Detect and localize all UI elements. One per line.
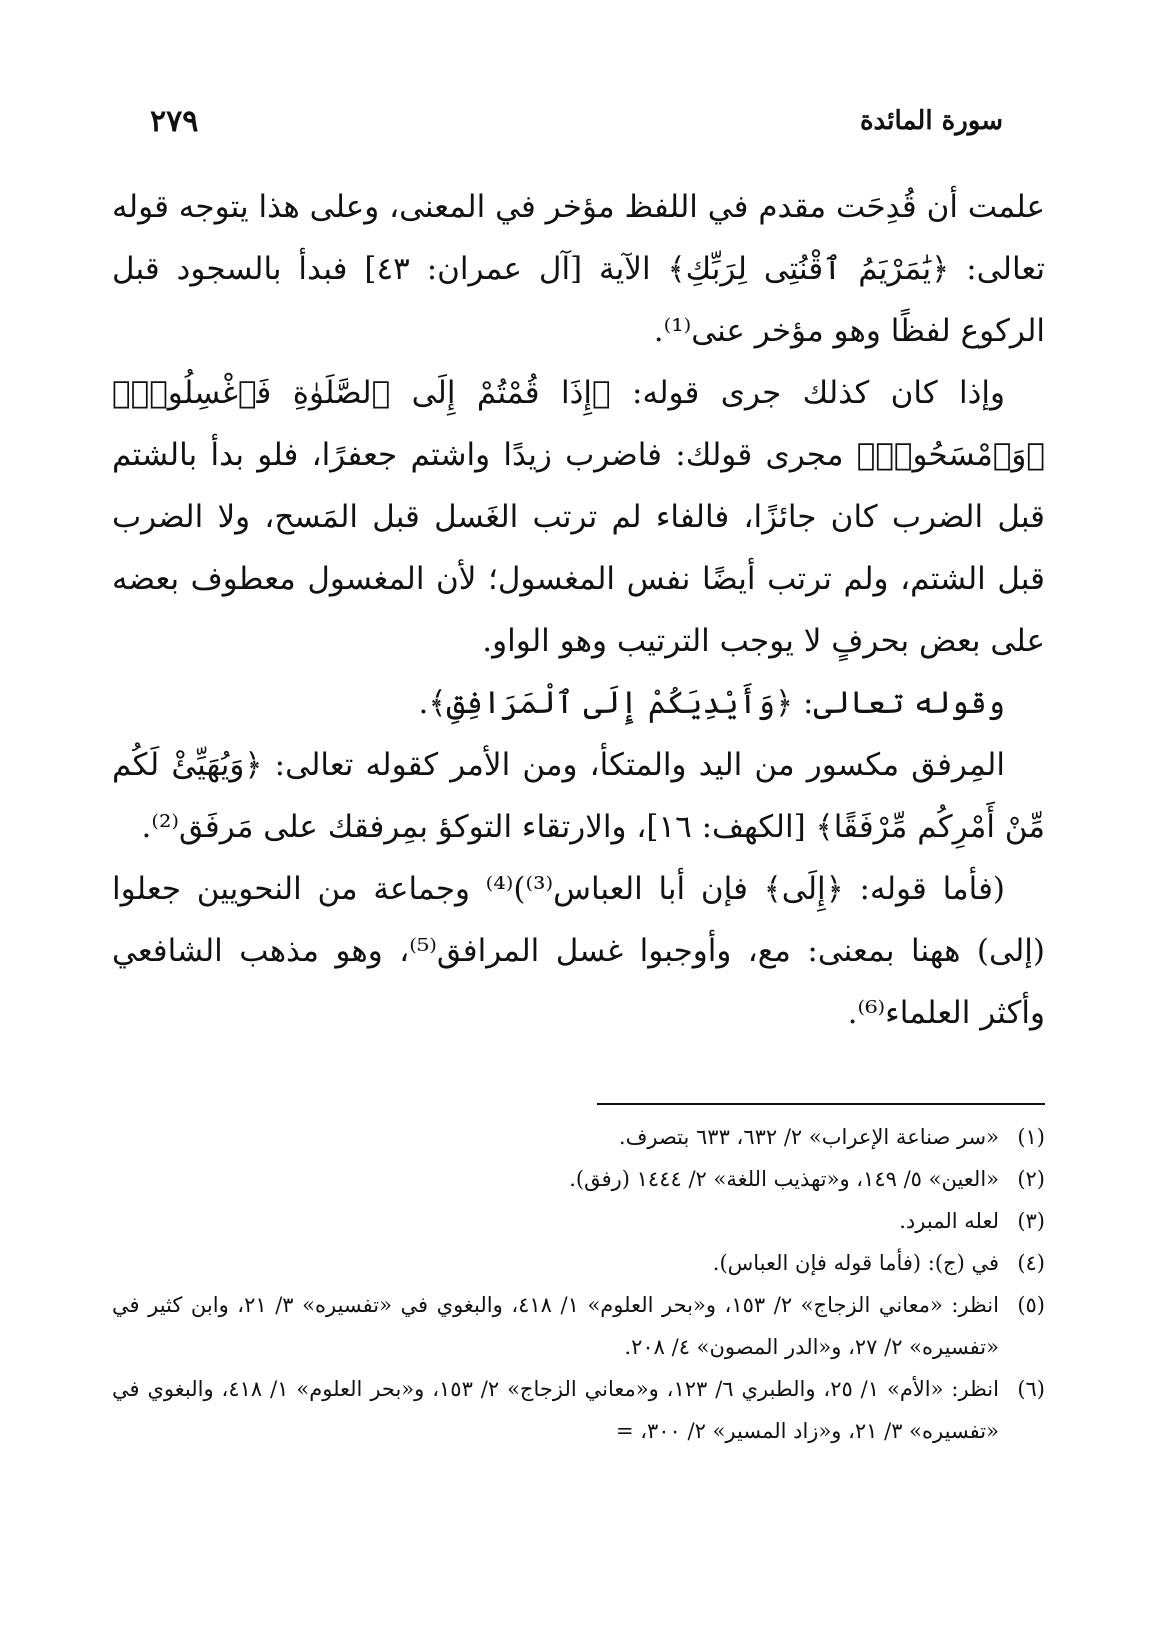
- page-number: ٢٧٩: [150, 103, 199, 139]
- footnote-number: (١): [1017, 1125, 1045, 1149]
- main-text: [112, 176, 1045, 1044]
- paragraph-1: علمت أن قُدِحَت مقدم في اللفظ مؤخر في المعنى، وعلى هذا يتوجه قوله تعالى: ﴿يَٰمَرْيَمُ ٱقْنُتِى لِرَبِّكِ﴾ الآية [آل عمران: ٤٣] فبدأ بالسجود قبل الركوع لفظًا وهو مؤخر عنى⁽¹⁾.: [112, 189, 1045, 349]
- footnote-number: (٦): [1017, 1377, 1045, 1401]
- footnote-1: [112, 1116, 1045, 1158]
- surah-title: سورة المائدة: [859, 106, 1003, 136]
- paragraph-4: المِرفق مكسور من اليد والمتكأ، ومن الأمر كقوله تعالى: ﴿وَيُهَيِّئْ لَكُم مِّنْ أَمْرِكُم مِّرْفَقًا﴾ [الكهف: ١٦]، والارتقاء التوكؤ بمِرفقك على مَرفَق⁽²⁾.: [112, 747, 1045, 845]
- paragraph-5: (فأما قوله: ﴿إِلَى﴾ فإن أبا العباس⁽³⁾)⁽⁴⁾ وجماعة من النحويين جعلوا (إلى) ههنا بمعنى: مع، وأوجبوا غسل المرافق⁽⁵⁾، وهو مذهب الشافعي وأكثر العلماء⁽⁶⁾.: [112, 871, 1046, 1031]
- footnotes: [112, 1116, 1045, 1452]
- page-header: [150, 96, 1003, 146]
- footnote-text: «العين» ٥/ ١٤٩، و«تهذيب اللغة» ٢/ ١٤٤٤ (رفق).: [569, 1167, 999, 1191]
- footnote-4: [112, 1242, 1045, 1284]
- footnote-text: انظر: «الأم» ١/ ٢٥، والطبري ٦/ ١٢٣، و«معاني الزجاج» ٢/ ١٥٣، و«بحر العلوم» ١/ ٤١٨، والبغوي في «تفسيره» ٣/ ٢١، و«زاد المسير» ٢/ ٣٠٠، =: [112, 1377, 999, 1443]
- paragraph-2: وإذا كان كذلك جرى قوله: ﴿إِذَا قُمْتُمْ إِلَى ٱلصَّلَوٰةِ فَٱغْسِلُوا۟﴾ ﴿وَٱمْسَحُوا۟﴾ مجرى قولك: فاضرب زيدًا واشتم جعفرًا، فلو بدأ بالشتم قبل الضرب كان جائزًا، فالفاء لم ترتب الغَسل قبل المَسح، ولا الضرب قبل الشتم، ولم ترتب أيضًا نفس المغسول؛ لأن المغسول معطوف بعضه على بعض بحرفٍ لا يوجب الترتيب وهو الواو.: [112, 375, 1045, 659]
- footnote-6: [112, 1368, 1045, 1452]
- footnote-3: [112, 1200, 1045, 1242]
- footnote-number: (٥): [1017, 1293, 1045, 1317]
- footnote-text: «سر صناعة الإعراب» ٢/ ٦٣٢، ٦٣٣ بتصرف.: [618, 1125, 999, 1149]
- footnote-2: [112, 1158, 1045, 1200]
- footnote-text: انظر: «معاني الزجاج» ٢/ ١٥٣، و«بحر العلوم» ١/ ٤١٨، والبغوي في «تفسيره» ٣/ ٢١، وابن كثير في «تفسيره» ٢/ ٢٧، و«الدر المصون» ٤/ ٢٠٨.: [112, 1293, 999, 1359]
- footnote-number: (٤): [1017, 1251, 1045, 1275]
- footnote-divider: [597, 1103, 1045, 1105]
- footnote-number: (٢): [1017, 1167, 1045, 1191]
- footnote-number: (٣): [1017, 1209, 1045, 1233]
- footnote-text: في (ج): (فأما قوله فإن العباس).: [712, 1251, 999, 1275]
- footnote-text: لعله المبرد.: [899, 1209, 999, 1233]
- paragraph-3: وقوله تعالى: ﴿وَأَيْدِيَكُمْ إِلَى ٱلْمَرَافِقِ﴾.: [418, 685, 1005, 721]
- footnote-5: [112, 1284, 1045, 1368]
